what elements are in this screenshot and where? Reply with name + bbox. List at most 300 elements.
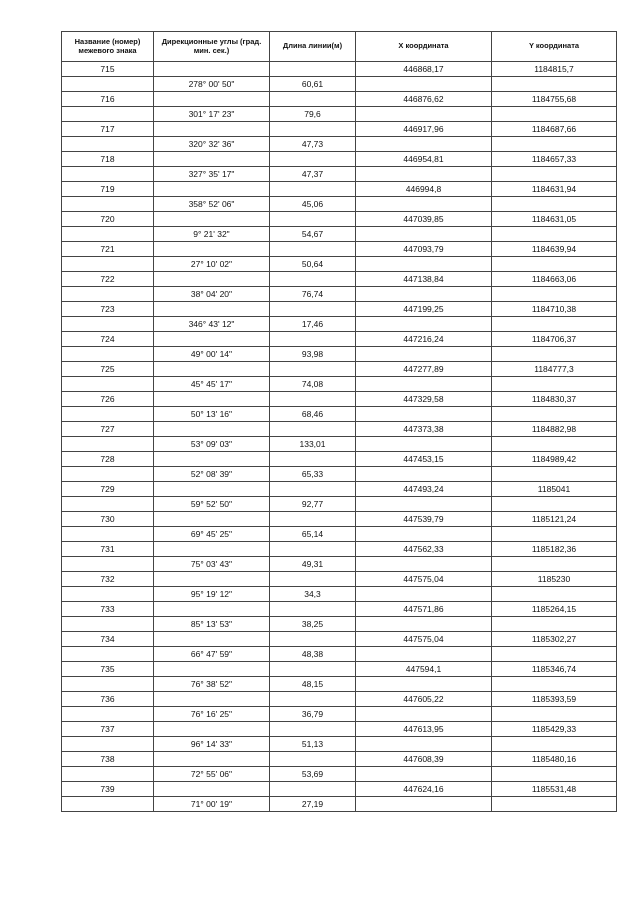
empty-cell (356, 797, 492, 812)
bearing-angle-cell: 301° 17' 23" (154, 107, 270, 122)
empty-cell (62, 767, 154, 782)
empty-cell (270, 482, 356, 497)
empty-cell (270, 662, 356, 677)
empty-cell (270, 362, 356, 377)
empty-cell (154, 482, 270, 497)
table-row-point (62, 122, 617, 137)
x-coordinate-cell: 447373,38 (356, 422, 492, 437)
empty-cell (492, 317, 617, 332)
x-coordinate-cell: 447562,33 (356, 542, 492, 557)
x-coordinate-cell: 446917,96 (356, 122, 492, 137)
table-row-segment (62, 197, 617, 212)
line-length-cell: 50,64 (270, 257, 356, 272)
bearing-angle-cell: 53° 09' 03" (154, 437, 270, 452)
table-row-point (62, 542, 617, 557)
y-coordinate-cell: 1185393,59 (492, 692, 617, 707)
empty-cell (492, 347, 617, 362)
line-length-cell: 65,14 (270, 527, 356, 542)
empty-cell (154, 92, 270, 107)
x-coordinate-cell: 446954,81 (356, 152, 492, 167)
empty-cell (492, 407, 617, 422)
empty-cell (356, 497, 492, 512)
table-header-row (62, 32, 617, 62)
header-x-coordinate: X координата (356, 32, 492, 62)
table-row-segment (62, 737, 617, 752)
table-row-segment (62, 467, 617, 482)
empty-cell (356, 347, 492, 362)
empty-cell (492, 797, 617, 812)
empty-cell (492, 737, 617, 752)
empty-cell (154, 662, 270, 677)
table-row-segment (62, 557, 617, 572)
empty-cell (356, 677, 492, 692)
line-length-cell: 47,73 (270, 137, 356, 152)
empty-cell (62, 737, 154, 752)
table-row-segment (62, 437, 617, 452)
y-coordinate-cell: 1185302,27 (492, 632, 617, 647)
empty-cell (62, 617, 154, 632)
y-coordinate-cell: 1184710,38 (492, 302, 617, 317)
x-coordinate-cell: 447329,58 (356, 392, 492, 407)
empty-cell (270, 122, 356, 137)
y-coordinate-cell: 1184663,06 (492, 272, 617, 287)
x-coordinate-cell: 447624,16 (356, 782, 492, 797)
table-row-point (62, 152, 617, 167)
empty-cell (154, 542, 270, 557)
empty-cell (154, 452, 270, 467)
empty-cell (62, 257, 154, 272)
line-length-cell: 36,79 (270, 707, 356, 722)
table-row-point (62, 182, 617, 197)
empty-cell (62, 347, 154, 362)
empty-cell (270, 602, 356, 617)
bearing-angle-cell: 72° 55' 06" (154, 767, 270, 782)
table-row-point (62, 602, 617, 617)
line-length-cell: 17,46 (270, 317, 356, 332)
y-coordinate-cell: 1184687,66 (492, 122, 617, 137)
y-coordinate-cell: 1185346,74 (492, 662, 617, 677)
header-point-name: Название (номер) межевого знака (62, 32, 154, 62)
table-row-point (62, 272, 617, 287)
table-row-segment (62, 77, 617, 92)
empty-cell (154, 692, 270, 707)
point-name-cell: 717 (62, 122, 154, 137)
empty-cell (492, 497, 617, 512)
point-name-cell: 723 (62, 302, 154, 317)
table-row-segment (62, 647, 617, 662)
empty-cell (270, 272, 356, 287)
table-row-point (62, 302, 617, 317)
empty-cell (62, 497, 154, 512)
y-coordinate-cell: 1185182,36 (492, 542, 617, 557)
table-row-segment (62, 497, 617, 512)
point-name-cell: 727 (62, 422, 154, 437)
point-name-cell: 733 (62, 602, 154, 617)
empty-cell (356, 167, 492, 182)
empty-cell (356, 557, 492, 572)
point-name-cell: 739 (62, 782, 154, 797)
empty-cell (270, 242, 356, 257)
x-coordinate-cell: 447575,04 (356, 572, 492, 587)
x-coordinate-cell: 447138,84 (356, 272, 492, 287)
empty-cell (356, 287, 492, 302)
x-coordinate-cell: 447613,95 (356, 722, 492, 737)
empty-cell (492, 767, 617, 782)
empty-cell (492, 167, 617, 182)
line-length-cell: 93,98 (270, 347, 356, 362)
line-length-cell: 34,3 (270, 587, 356, 602)
empty-cell (356, 227, 492, 242)
table-row-segment (62, 407, 617, 422)
empty-cell (154, 782, 270, 797)
table-row-point (62, 242, 617, 257)
line-length-cell: 65,33 (270, 467, 356, 482)
table-row-segment (62, 797, 617, 812)
point-name-cell: 719 (62, 182, 154, 197)
empty-cell (492, 557, 617, 572)
bearing-angle-cell: 278° 00' 50" (154, 77, 270, 92)
table-row-point (62, 692, 617, 707)
bearing-angle-cell: 96° 14' 33" (154, 737, 270, 752)
table-row-point (62, 62, 617, 77)
table-row-point (62, 392, 617, 407)
line-length-cell: 79,6 (270, 107, 356, 122)
table-row-segment (62, 527, 617, 542)
empty-cell (62, 557, 154, 572)
bearing-angle-cell: 45° 45' 17" (154, 377, 270, 392)
y-coordinate-cell: 1185041 (492, 482, 617, 497)
line-length-cell: 133,01 (270, 437, 356, 452)
x-coordinate-cell: 447216,24 (356, 332, 492, 347)
y-coordinate-cell: 1185480,16 (492, 752, 617, 767)
header-line-length: Длина линии(м) (270, 32, 356, 62)
table-row-point (62, 782, 617, 797)
empty-cell (154, 752, 270, 767)
table-row-point (62, 332, 617, 347)
empty-cell (492, 257, 617, 272)
table-row-point (62, 662, 617, 677)
empty-cell (492, 377, 617, 392)
x-coordinate-cell: 447571,86 (356, 602, 492, 617)
bearing-angle-cell: 75° 03' 43" (154, 557, 270, 572)
table-row-segment (62, 137, 617, 152)
line-length-cell: 53,69 (270, 767, 356, 782)
point-name-cell: 731 (62, 542, 154, 557)
y-coordinate-cell: 1184830,37 (492, 392, 617, 407)
empty-cell (62, 407, 154, 422)
table-row-point (62, 572, 617, 587)
table-row-point (62, 632, 617, 647)
bearing-angle-cell: 327° 35' 17" (154, 167, 270, 182)
empty-cell (492, 617, 617, 632)
empty-cell (154, 272, 270, 287)
empty-cell (270, 92, 356, 107)
bearing-angle-cell: 76° 16' 25" (154, 707, 270, 722)
empty-cell (270, 512, 356, 527)
table-row-segment (62, 167, 617, 182)
empty-cell (356, 617, 492, 632)
bearing-angle-cell: 50° 13' 16" (154, 407, 270, 422)
empty-cell (356, 437, 492, 452)
x-coordinate-cell: 447608,39 (356, 752, 492, 767)
empty-cell (492, 197, 617, 212)
point-name-cell: 729 (62, 482, 154, 497)
empty-cell (154, 242, 270, 257)
bearing-angle-cell: 76° 38' 52" (154, 677, 270, 692)
empty-cell (270, 392, 356, 407)
empty-cell (492, 137, 617, 152)
table-row-point (62, 212, 617, 227)
line-length-cell: 92,77 (270, 497, 356, 512)
empty-cell (154, 632, 270, 647)
empty-cell (492, 707, 617, 722)
point-name-cell: 732 (62, 572, 154, 587)
point-name-cell: 730 (62, 512, 154, 527)
x-coordinate-cell: 447575,04 (356, 632, 492, 647)
y-coordinate-cell: 1184777,3 (492, 362, 617, 377)
empty-cell (356, 197, 492, 212)
x-coordinate-cell: 447493,24 (356, 482, 492, 497)
line-length-cell: 45,06 (270, 197, 356, 212)
empty-cell (154, 722, 270, 737)
point-name-cell: 726 (62, 392, 154, 407)
empty-cell (356, 107, 492, 122)
point-name-cell: 722 (62, 272, 154, 287)
line-length-cell: 27,19 (270, 797, 356, 812)
empty-cell (62, 167, 154, 182)
empty-cell (356, 737, 492, 752)
bearing-angle-cell: 358° 52' 06" (154, 197, 270, 212)
y-coordinate-cell: 1185429,33 (492, 722, 617, 737)
x-coordinate-cell: 446876,62 (356, 92, 492, 107)
table-row-segment (62, 257, 617, 272)
line-length-cell: 68,46 (270, 407, 356, 422)
empty-cell (270, 752, 356, 767)
empty-cell (270, 692, 356, 707)
x-coordinate-cell: 447539,79 (356, 512, 492, 527)
header-y-coordinate: Y координата (492, 32, 617, 62)
point-name-cell: 720 (62, 212, 154, 227)
empty-cell (356, 257, 492, 272)
empty-cell (154, 392, 270, 407)
line-length-cell: 48,38 (270, 647, 356, 662)
line-length-cell: 47,37 (270, 167, 356, 182)
table-row-point (62, 92, 617, 107)
empty-cell (270, 422, 356, 437)
empty-cell (356, 407, 492, 422)
empty-cell (492, 647, 617, 662)
point-name-cell: 725 (62, 362, 154, 377)
bearing-angle-cell: 52° 08' 39" (154, 467, 270, 482)
empty-cell (356, 317, 492, 332)
y-coordinate-cell: 1184631,94 (492, 182, 617, 197)
empty-cell (154, 182, 270, 197)
bearing-angle-cell: 49° 00' 14" (154, 347, 270, 362)
table-body (62, 62, 617, 812)
y-coordinate-cell: 1184989,42 (492, 452, 617, 467)
empty-cell (62, 107, 154, 122)
y-coordinate-cell: 1184639,94 (492, 242, 617, 257)
empty-cell (356, 767, 492, 782)
line-length-cell: 49,31 (270, 557, 356, 572)
line-length-cell: 54,67 (270, 227, 356, 242)
empty-cell (62, 317, 154, 332)
bearing-angle-cell: 346° 43' 12" (154, 317, 270, 332)
table-row-segment (62, 317, 617, 332)
empty-cell (270, 332, 356, 347)
table-row-segment (62, 107, 617, 122)
empty-cell (154, 302, 270, 317)
table-row-segment (62, 707, 617, 722)
line-length-cell: 48,15 (270, 677, 356, 692)
empty-cell (62, 707, 154, 722)
bearing-angle-cell: 66° 47' 59" (154, 647, 270, 662)
table-row-segment (62, 617, 617, 632)
table-row-point (62, 452, 617, 467)
empty-cell (492, 437, 617, 452)
empty-cell (62, 527, 154, 542)
empty-cell (62, 77, 154, 92)
y-coordinate-cell: 1185264,15 (492, 602, 617, 617)
line-length-cell: 76,74 (270, 287, 356, 302)
bearing-angle-cell: 27° 10' 02" (154, 257, 270, 272)
empty-cell (62, 197, 154, 212)
empty-cell (154, 332, 270, 347)
empty-cell (62, 587, 154, 602)
empty-cell (62, 437, 154, 452)
table-row-segment (62, 677, 617, 692)
line-length-cell: 60,61 (270, 77, 356, 92)
empty-cell (492, 287, 617, 302)
empty-cell (356, 137, 492, 152)
empty-cell (356, 77, 492, 92)
empty-cell (356, 377, 492, 392)
empty-cell (270, 62, 356, 77)
table-row-segment (62, 767, 617, 782)
point-name-cell: 737 (62, 722, 154, 737)
empty-cell (270, 302, 356, 317)
empty-cell (62, 227, 154, 242)
line-length-cell: 38,25 (270, 617, 356, 632)
empty-cell (154, 422, 270, 437)
empty-cell (492, 467, 617, 482)
empty-cell (356, 467, 492, 482)
y-coordinate-cell: 1185531,48 (492, 782, 617, 797)
empty-cell (154, 362, 270, 377)
point-name-cell: 718 (62, 152, 154, 167)
x-coordinate-cell: 446994,8 (356, 182, 492, 197)
empty-cell (492, 677, 617, 692)
bearing-angle-cell: 320° 32' 36" (154, 137, 270, 152)
empty-cell (62, 467, 154, 482)
empty-cell (270, 722, 356, 737)
empty-cell (154, 602, 270, 617)
empty-cell (270, 782, 356, 797)
x-coordinate-cell: 447199,25 (356, 302, 492, 317)
table-row-point (62, 482, 617, 497)
point-name-cell: 716 (62, 92, 154, 107)
table-row-segment (62, 377, 617, 392)
empty-cell (492, 587, 617, 602)
empty-cell (154, 212, 270, 227)
empty-cell (62, 797, 154, 812)
x-coordinate-cell: 446868,17 (356, 62, 492, 77)
y-coordinate-cell: 1184631,05 (492, 212, 617, 227)
empty-cell (270, 152, 356, 167)
table-row-point (62, 722, 617, 737)
empty-cell (62, 137, 154, 152)
bearing-angle-cell: 95° 19' 12" (154, 587, 270, 602)
empty-cell (356, 587, 492, 602)
empty-cell (62, 677, 154, 692)
point-name-cell: 735 (62, 662, 154, 677)
y-coordinate-cell: 1184657,33 (492, 152, 617, 167)
table-row-segment (62, 227, 617, 242)
empty-cell (270, 542, 356, 557)
x-coordinate-cell: 447605,22 (356, 692, 492, 707)
empty-cell (154, 152, 270, 167)
x-coordinate-cell: 447093,79 (356, 242, 492, 257)
line-length-cell: 51,13 (270, 737, 356, 752)
empty-cell (62, 647, 154, 662)
empty-cell (356, 527, 492, 542)
y-coordinate-cell: 1184815,7 (492, 62, 617, 77)
x-coordinate-cell: 447453,15 (356, 452, 492, 467)
empty-cell (492, 107, 617, 122)
table-row-segment (62, 287, 617, 302)
empty-cell (154, 512, 270, 527)
empty-cell (492, 227, 617, 242)
y-coordinate-cell: 1185121,24 (492, 512, 617, 527)
point-name-cell: 715 (62, 62, 154, 77)
point-name-cell: 738 (62, 752, 154, 767)
empty-cell (492, 77, 617, 92)
empty-cell (270, 632, 356, 647)
y-coordinate-cell: 1184706,37 (492, 332, 617, 347)
point-name-cell: 728 (62, 452, 154, 467)
table-row-segment (62, 347, 617, 362)
empty-cell (62, 377, 154, 392)
empty-cell (270, 452, 356, 467)
empty-cell (356, 707, 492, 722)
bearing-angle-cell: 38° 04' 20" (154, 287, 270, 302)
bearing-angle-cell: 85° 13' 53" (154, 617, 270, 632)
empty-cell (270, 572, 356, 587)
point-name-cell: 721 (62, 242, 154, 257)
y-coordinate-cell: 1185230 (492, 572, 617, 587)
x-coordinate-cell: 447039,85 (356, 212, 492, 227)
point-name-cell: 724 (62, 332, 154, 347)
empty-cell (154, 62, 270, 77)
empty-cell (492, 527, 617, 542)
empty-cell (270, 212, 356, 227)
empty-cell (270, 182, 356, 197)
empty-cell (356, 647, 492, 662)
boundary-coordinates-table (61, 31, 617, 812)
empty-cell (154, 572, 270, 587)
point-name-cell: 736 (62, 692, 154, 707)
bearing-angle-cell: 71° 00' 19" (154, 797, 270, 812)
table-row-point (62, 422, 617, 437)
table-row-point (62, 512, 617, 527)
bearing-angle-cell: 69° 45' 25" (154, 527, 270, 542)
table-row-point (62, 752, 617, 767)
x-coordinate-cell: 447277,89 (356, 362, 492, 377)
line-length-cell: 74,08 (270, 377, 356, 392)
table-row-segment (62, 587, 617, 602)
empty-cell (62, 287, 154, 302)
x-coordinate-cell: 447594,1 (356, 662, 492, 677)
